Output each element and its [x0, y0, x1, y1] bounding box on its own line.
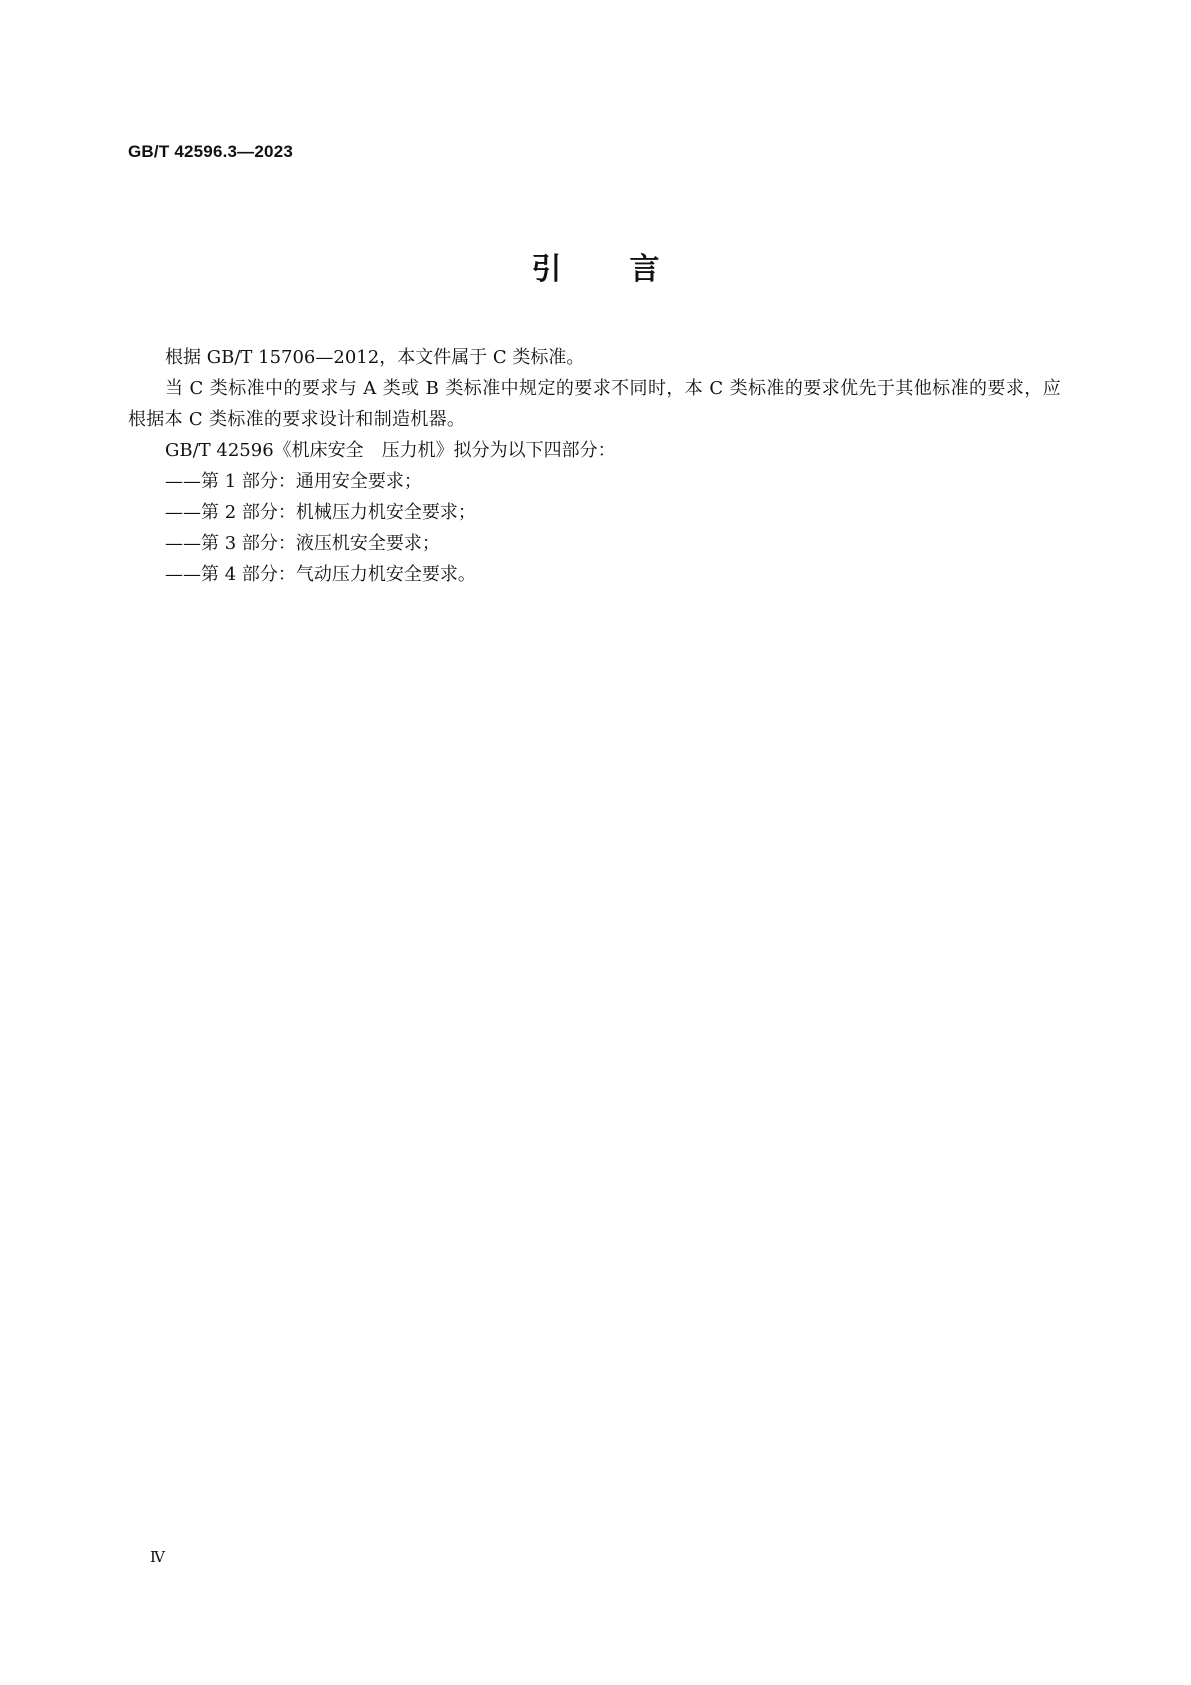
page-number: Ⅳ	[150, 1548, 165, 1566]
paragraph-parts-intro: GB/T 42596《机床安全 压力机》拟分为以下四部分：	[165, 440, 616, 461]
paragraph-classification: 根据 GB/T 15706—2012，本文件属于 C 类标准。	[165, 347, 585, 368]
list-item: ——第 2 部分：机械压力机安全要求；	[165, 502, 476, 523]
paragraph-precedence: 当 C 类标准中的要求与 A 类或 B 类标准中规定的要求不同时，本 C 类标准的要求优先于其他标准的要求，应根据本 C 类标准的要求设计和制造机器。	[128, 378, 1061, 430]
list-item: ——第 1 部分：通用安全要求；	[165, 471, 422, 492]
list-item: ——第 3 部分：液压机安全要求；	[165, 533, 440, 554]
section-title: 引言	[531, 252, 728, 287]
document-code: GB/T 42596.3—2023	[128, 142, 293, 161]
section-body	[128, 342, 1061, 590]
list-item: ——第 4 部分：气动压力机安全要求。	[165, 564, 476, 585]
